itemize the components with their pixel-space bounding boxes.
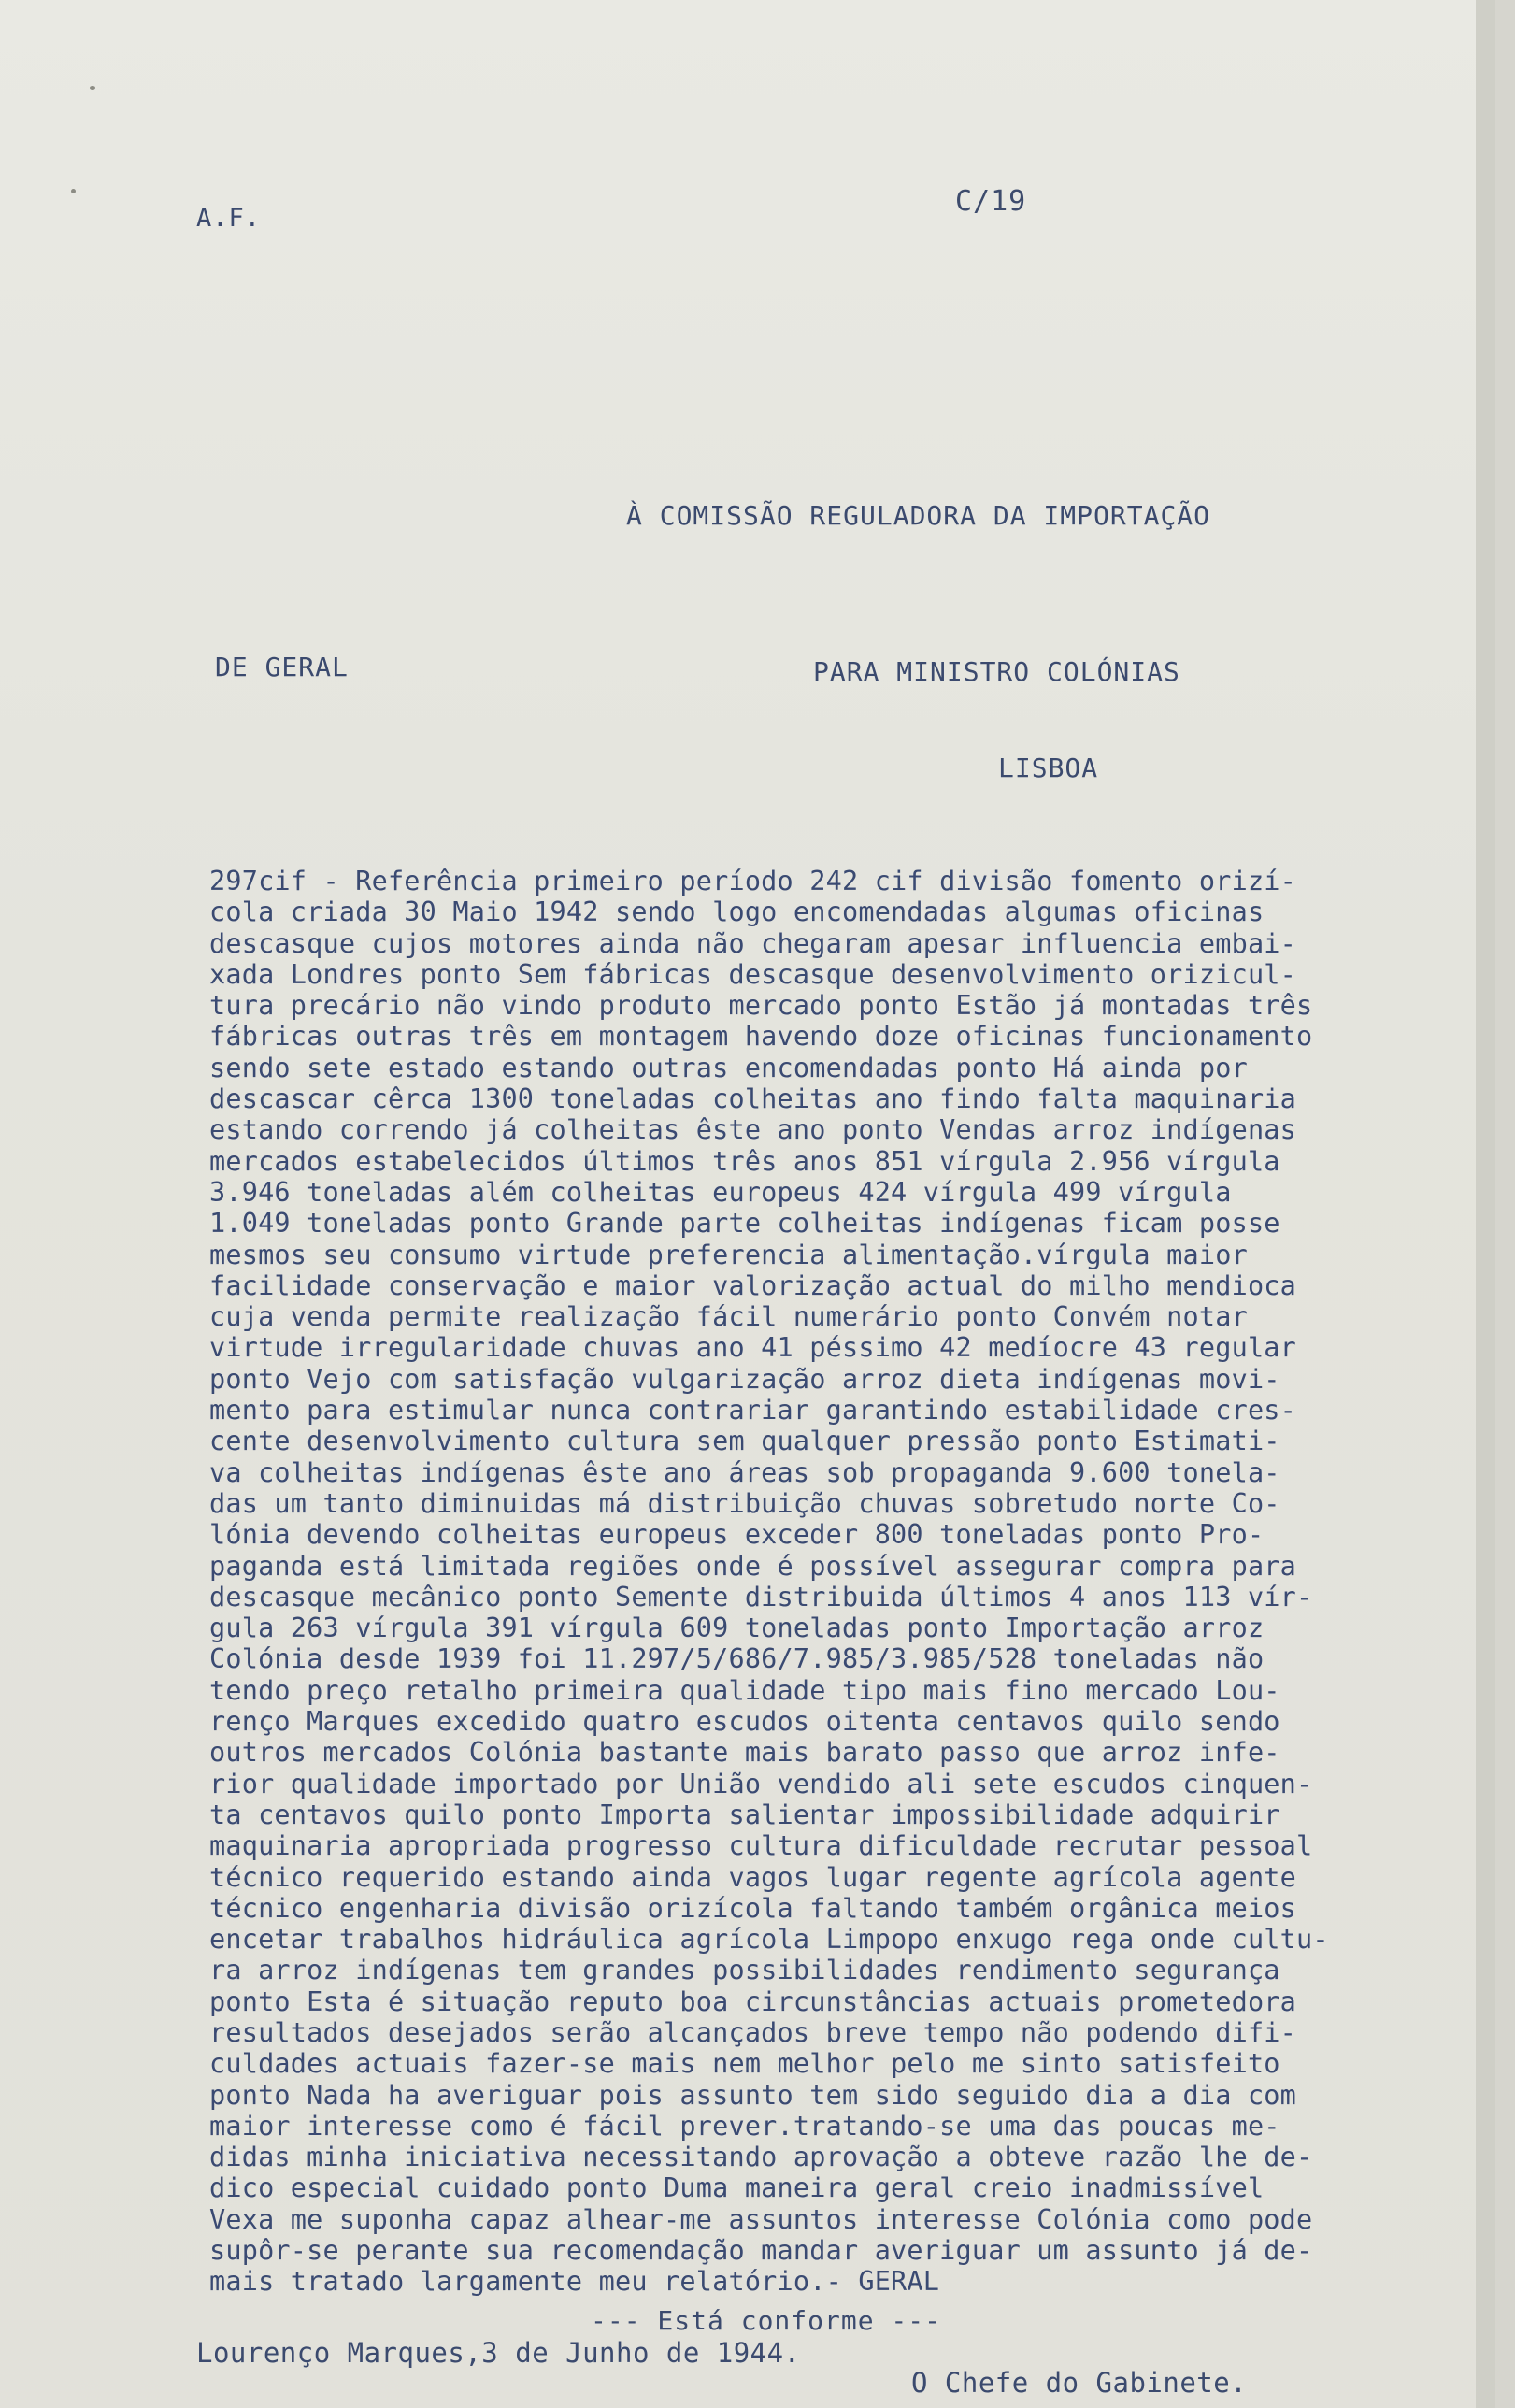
body-line: didas minha iniciativa necessitando aprovação a obteve razão lhe de- (209, 2142, 1313, 2173)
recipient-city: LISBOA (998, 752, 1099, 783)
body-line: mesmos seu consumo virtude preferencia alimentação.vírgula maior (209, 1239, 1248, 1270)
body-line: renço Marques excedido quatro escudos oitenta centavos quilo sendo (209, 1706, 1280, 1738)
body-line: das um tanto diminuidas má distribuição chuvas sobretudo norte Co- (209, 1487, 1280, 1519)
conforme-line: --- Está conforme --- (591, 2305, 942, 2336)
recipient-line: PARA MINISTRO COLÓNIAS (813, 656, 1180, 687)
body-line: ponto Esta é situação reputo boa circunstâncias actuais prometedora (209, 1985, 1297, 2017)
body-line: técnico requerido estando ainda vagos lugar regente agrícola agente (209, 1861, 1297, 1893)
body-line: outros mercados Colónia bastante mais barato passo que arroz infe- (209, 1737, 1280, 1769)
body-line: Vexa me suponha capaz alhear-me assuntos interesse Colónia como pode (209, 2203, 1313, 2235)
body-line: va colheitas indígenas êste ano áreas sob propaganda 9.600 tonela- (209, 1456, 1280, 1488)
body-line: ponto Vejo com satisfação vulgarização arroz dieta indígenas movi- (209, 1363, 1280, 1395)
body-line: encetar trabalhos hidráulica agrícola Limpopo enxugo rega onde cultu- (209, 1924, 1329, 1956)
body-line: tura precário não vindo produto mercado ponto Estão já montadas três (209, 990, 1313, 1022)
body-line: tendo preço retalho primeira qualidade tipo mais fino mercado Lou- (209, 1674, 1280, 1706)
body-line: mento para estimular nunca contrariar garantindo estabilidade cres- (209, 1395, 1297, 1426)
body-line: descasque cujos motores ainda não chegaram apesar influencia embai- (209, 927, 1297, 959)
initials-mark: A.F. (196, 204, 262, 233)
body-line: maior interesse como é fácil prever.tratando-se uma das poucas me- (209, 2110, 1280, 2142)
body-line: 1.049 toneladas ponto Grande parte colheitas indígenas ficam posse (209, 1208, 1280, 1240)
body-line: cente desenvolvimento cultura sem qualquer pressão ponto Estimati- (209, 1426, 1280, 1457)
telegram-body (209, 866, 1480, 2298)
body-line: técnico engenharia divisão orizícola faltando também orgânica meios (209, 1892, 1297, 1924)
body-line: mercados estabelecidos últimos três anos 851 vírgula 2.956 vírgula (209, 1145, 1280, 1177)
body-line: virtude irregularidade chuvas ano 41 péssimo 42 medíocre 43 regular (209, 1332, 1297, 1364)
signature-line: O Chefe do Gabinete. (911, 2367, 1248, 2399)
body-line: cuja venda permite realização fácil numerário ponto Convém notar (209, 1301, 1248, 1333)
sender-line: DE GERAL (215, 652, 349, 682)
body-line: paganda está limitada regiões onde é possível assegurar compra para (209, 1550, 1297, 1582)
body-line: ponto Nada ha averiguar pois assunto tem sido seguido dia a dia com (209, 2079, 1297, 2111)
body-line: ra arroz indígenas tem grandes possibilidades rendimento segurança (209, 1955, 1280, 1986)
body-line: 297cif - Referência primeiro período 242 cif divisão fomento orizí- (209, 866, 1297, 896)
body-line: cola criada 30 Maio 1942 sendo logo encomendadas algumas oficinas (209, 896, 1265, 928)
body-line: maquinaria apropriada progresso cultura dificuldade recrutar pessoal (209, 1830, 1313, 1862)
body-line: fábricas outras três em montagem havendo doze oficinas funcionamento (209, 1021, 1313, 1053)
body-line: supôr-se perante sua recomendação mandar averiguar um assunto já de- (209, 2235, 1313, 2267)
body-line: rior qualidade importado por União vendido ali sete escudos cinquen- (209, 1768, 1313, 1799)
body-line: gula 263 vírgula 391 vírgula 609 toneladas ponto Importação arroz (209, 1612, 1265, 1644)
body-line: descascar cêrca 1300 toneladas colheitas ano findo falta maquinaria (209, 1083, 1297, 1115)
body-line: facilidade conservação e maior valorização actual do milho mendioca (209, 1269, 1297, 1301)
body-line: descasque mecânico ponto Semente distribuida últimos 4 anos 113 vír- (209, 1581, 1313, 1612)
body-line: xada Londres ponto Sem fábricas descasque desenvolvimento orizicul- (209, 958, 1297, 990)
body-line: mais tratado largamente meu relatório.- GERAL (209, 2266, 940, 2298)
body-line: culdades actuais fazer-se mais nem melhor pelo me sinto satisfeito (209, 2048, 1280, 2080)
paper-speck (90, 86, 95, 90)
body-line: Colónia desde 1939 foi 11.297/5/686/7.985/3.985/528 toneladas não (209, 1643, 1265, 1675)
body-line: 3.946 toneladas além colheitas europeus 424 vírgula 499 vírgula (209, 1176, 1232, 1208)
body-line: sendo sete estado estando outras encomendadas ponto Há ainda por (209, 1052, 1248, 1083)
place-date-line: Lourenço Marques,3 de Junho de 1944. (196, 2337, 801, 2369)
paper-speck (71, 189, 76, 194)
body-line: ta centavos quilo ponto Importa salientar impossibilidade adquirir (209, 1799, 1280, 1830)
body-line: estando correndo já colheitas êste ano ponto Vendas arroz indígenas (209, 1114, 1297, 1146)
body-line: resultados desejados serão alcançados breve tempo não podendo difi- (209, 2016, 1297, 2048)
addressee-heading: À COMISSÃO REGULADORA DA IMPORTAÇÃO (626, 500, 1211, 531)
body-line: dico especial cuidado ponto Duma maneira geral creio inadmissível (209, 2172, 1265, 2204)
body-line: lónia devendo colheitas europeus exceder 800 toneladas ponto Pro- (209, 1519, 1265, 1551)
reference-number: C/19 (955, 185, 1027, 218)
